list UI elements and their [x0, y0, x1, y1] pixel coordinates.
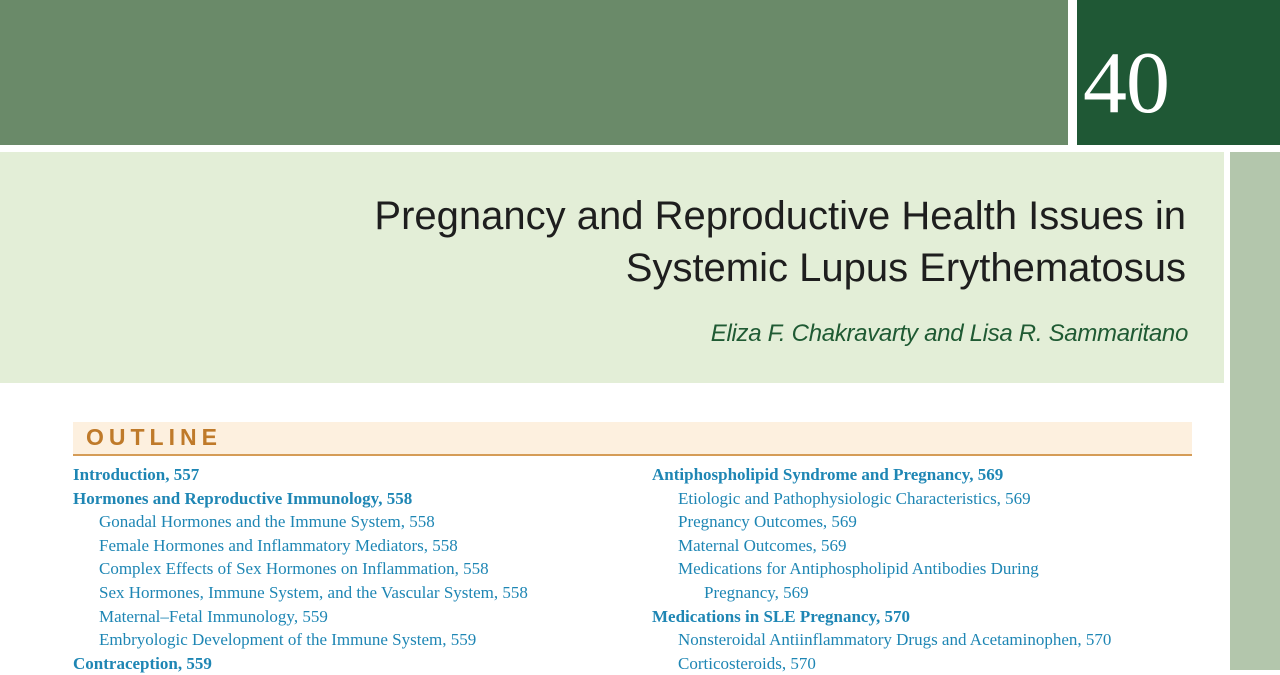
- outline-entry[interactable]: Corticosteroids, 570: [678, 653, 816, 673]
- outline-entry[interactable]: Pregnancy Outcomes, 569: [678, 512, 857, 532]
- outline-entry[interactable]: Hormones and Reproductive Immunology, 558: [73, 488, 413, 508]
- outline-left-column: [73, 463, 528, 675]
- chapter-number: 40: [1083, 35, 1169, 132]
- outline-entry[interactable]: Antiphospholipid Syndrome and Pregnancy, 569: [652, 465, 1004, 484]
- outline-entry[interactable]: Sex Hormones, Immune System, and the Vascular System, 558: [99, 582, 528, 602]
- side-strip: [1230, 152, 1280, 670]
- outline-entry[interactable]: Contraception, 559: [73, 653, 212, 673]
- outline-entry[interactable]: Etiologic and Pathophysiologic Characteristics, 569: [678, 488, 1031, 508]
- outline-entry[interactable]: Embryologic Development of the Immune System, 559: [99, 630, 477, 650]
- outline-entry[interactable]: Medications in SLE Pregnancy, 570: [652, 606, 911, 626]
- outline-entry[interactable]: Female Hormones and Inflammatory Mediators, 558: [99, 535, 458, 555]
- outline-entry[interactable]: Gonadal Hormones and the Immune System, 558: [99, 512, 435, 532]
- outline-entry[interactable]: Medications for Antiphospholipid Antibodies During: [678, 559, 1039, 579]
- outline-label: OUTLINE: [86, 424, 222, 450]
- outline-right-column: [652, 463, 1111, 675]
- outline-entry[interactable]: Maternal–Fetal Immunology, 559: [99, 606, 328, 626]
- chapter-authors: Eliza F. Chakravarty and Lisa R. Sammaritano: [710, 320, 1188, 347]
- outline-entry[interactable]: Complex Effects of Sex Hormones on Inflammation, 558: [99, 559, 489, 579]
- outline-entry[interactable]: Nonsteroidal Antiinflammatory Drugs and Acetaminophen, 570: [678, 630, 1112, 650]
- chapter-title: [186, 190, 1186, 294]
- chapter-title-line-1: Pregnancy and Reproductive Health Issues in: [374, 194, 1186, 238]
- outline-entry[interactable]: Maternal Outcomes, 569: [678, 535, 847, 555]
- outline-entry-continuation[interactable]: Pregnancy, 569: [704, 582, 809, 602]
- outline-header: [73, 422, 1192, 456]
- outline-entry[interactable]: Introduction, 557: [73, 465, 200, 484]
- header-band: [0, 0, 1068, 145]
- chapter-title-line-2: Systemic Lupus Erythematosus: [625, 246, 1186, 290]
